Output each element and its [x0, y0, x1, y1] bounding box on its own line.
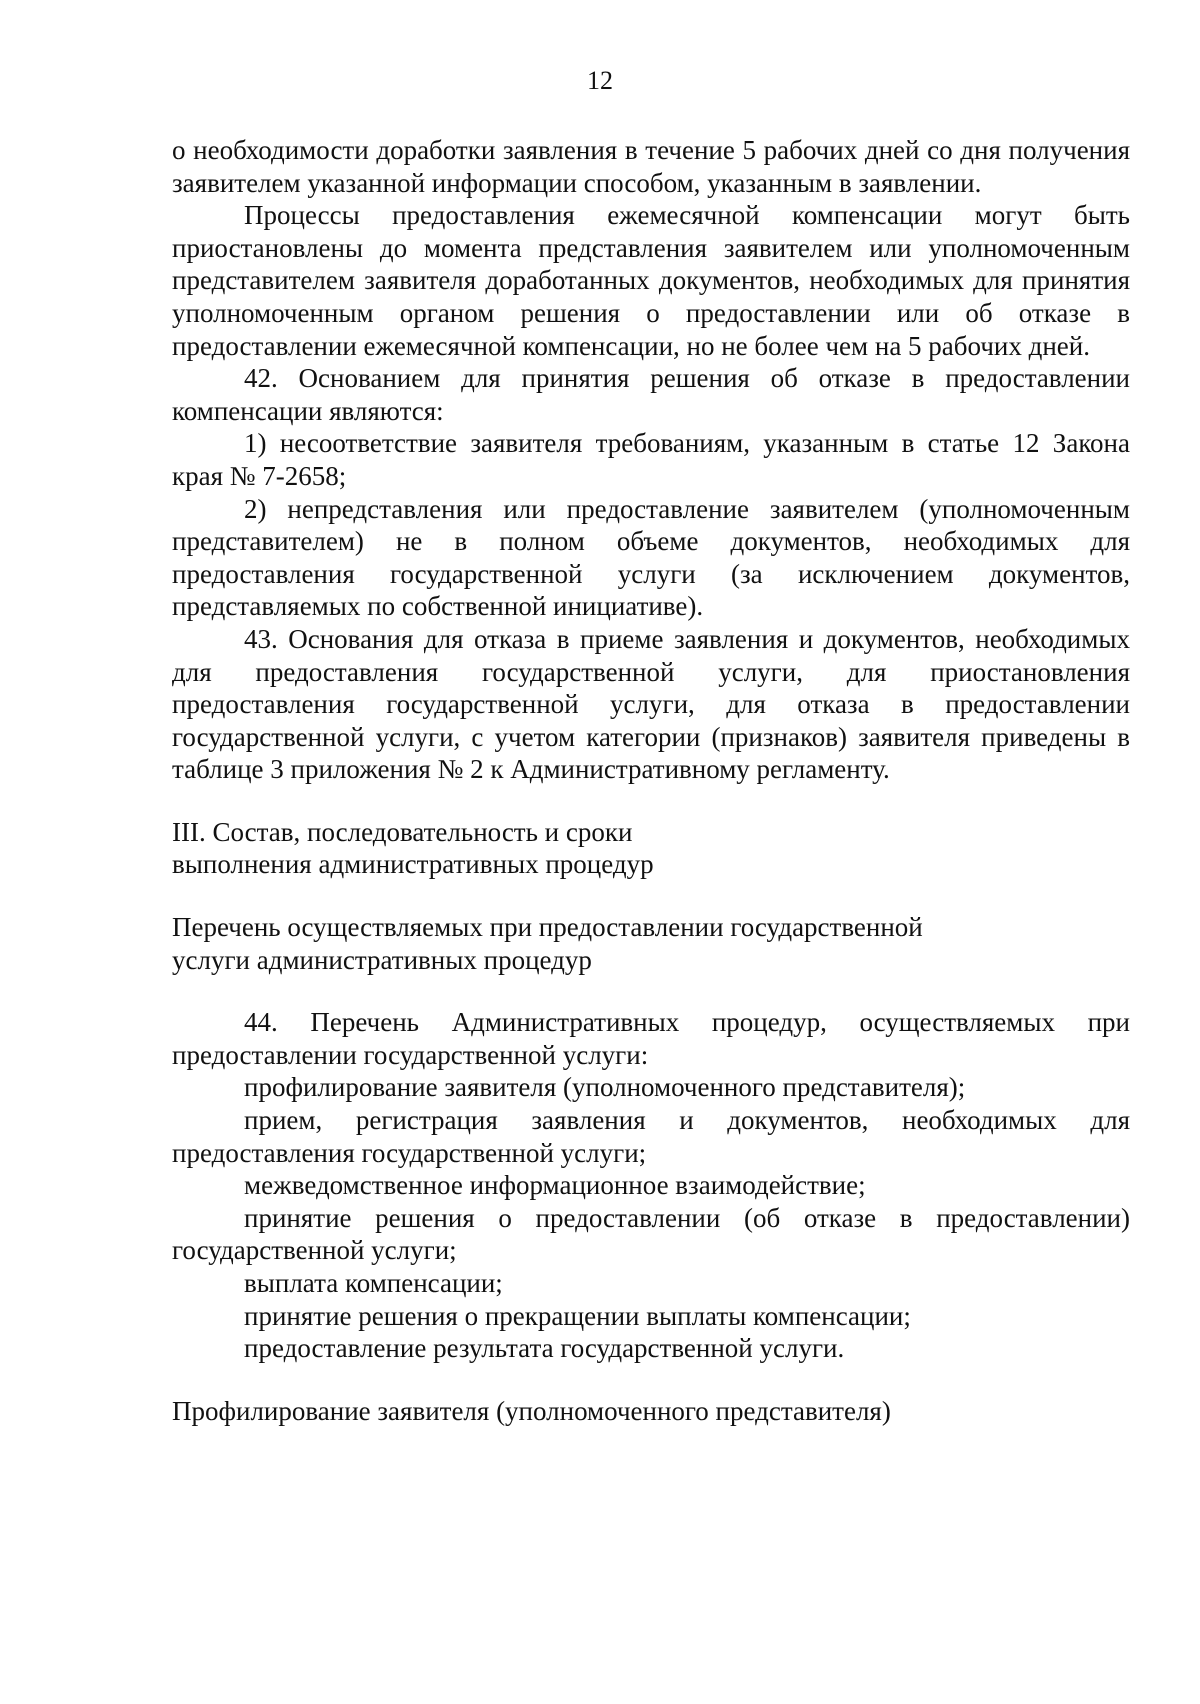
section-heading [172, 816, 1130, 881]
list-item: межведомственное информационное взаимодействие; [244, 1170, 866, 1201]
paragraph-item-42: 42. Основанием для принятия решения об отказе в предоставлении компенсации являются: [172, 363, 1130, 426]
list-item: 2) непредставления или предоставление заявителем (уполномоченным представителем) не в полном объеме документов, необходимых для предоставления государственной услуги (за исключением документов, представляемых по собственной инициативе). [172, 493, 1130, 622]
list-item: профилирование заявителя (уполномоченного представителя); [244, 1072, 966, 1103]
paragraph: о необходимости доработки заявления в течение 5 рабочих дней со дня получения заявителем указанной информации способом, указанным в заявлении. [172, 135, 1130, 198]
subheading-line: услуги административных процедур [172, 944, 592, 975]
paragraph-item-43: 43. Основания для отказа в приеме заявления и документов, необходимых для предоставления государственной услуги, для приостановления предоставления государственной услуги, для отказа в предоставлении государственной услуги, с учетом категории (признаков) заявителя приведены в таблице 3 приложения № 2 к Административному регламенту. [172, 623, 1130, 785]
page-number: 12 [587, 66, 613, 95]
list-item: прием, регистрация заявления и документов, необходимых для предоставления государственной услуги; [172, 1105, 1130, 1168]
list-item: предоставление результата государственной услуги. [244, 1333, 845, 1364]
document-body [172, 134, 1130, 1427]
section-heading-line: выполнения административных процедур [172, 849, 654, 880]
list-item: выплата компенсации; [244, 1268, 503, 1298]
section-heading-line: III. Состав, последовательность и сроки [172, 816, 633, 847]
list-item: 1) несоответствие заявителя требованиям, указанным в статье 12 Закона края № 7-2658; [172, 428, 1130, 491]
final-heading: Профилирование заявителя (уполномоченного представителя) [172, 1395, 891, 1426]
list-item: принятие решения о предоставлении (об отказе в предоставлении) государственной услуги; [172, 1202, 1130, 1266]
paragraph: Процессы предоставления ежемесячной компенсации могут быть приостановлены до момента представления заявителем или уполномоченным представителем заявителя доработанных документов, необходимых для принятия уполномоченным органом решения о предоставлении или об отказе в предоставлении ежемесячной компенсации, но не более чем на 5 рабочих дней. [172, 200, 1130, 361]
paragraph-item-44: 44. Перечень Административных процедур, осуществляемых при предоставлении государственной услуги: [172, 1007, 1130, 1070]
list-item: принятие решения о прекращении выплаты компенсации; [244, 1300, 911, 1331]
subheading-line: Перечень осуществляемых при предоставлении государственной [172, 912, 923, 943]
subheading [172, 911, 1130, 976]
